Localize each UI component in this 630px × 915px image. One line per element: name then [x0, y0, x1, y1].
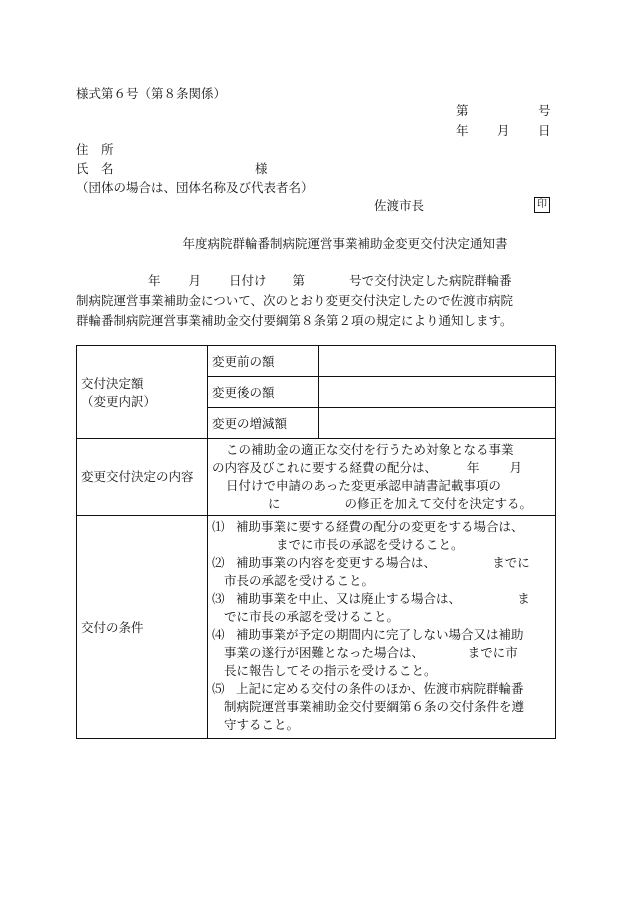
- conditions-label-cell: 交付の条件: [77, 516, 208, 739]
- content-cell: この補助金の適正な交付を行うため対象となる事業 の内容及びこれに要する経費の配分は、 年 月 日付けで申請のあった変更承認申請書記載事項の に の修正を加えて交付を決定する。: [208, 439, 556, 516]
- after-amount-label: 変更後の額: [208, 377, 319, 408]
- seal-icon: 印: [534, 197, 550, 213]
- after-amount-value: [319, 377, 556, 408]
- address-label: 住 所: [76, 142, 114, 157]
- document-title: 年度病院群輪番制病院運営事業補助金変更交付決定通知書: [182, 236, 508, 251]
- condition-item: ⑵ 補助事業の内容を変更する場合は、 までに 市長の承認を受けること。: [212, 555, 530, 588]
- date-day: 日: [538, 123, 551, 138]
- intro-line-3: 群輪番制病院運営事業補助金交付要綱第８条第２項の規定により通知します。: [76, 313, 513, 328]
- honorific: 様: [255, 161, 268, 176]
- conditions-cell: [208, 516, 556, 739]
- group-note: （団体の場合は、団体名称及び代表者名）: [76, 180, 314, 195]
- before-amount-value: [319, 346, 556, 377]
- diff-amount-label: 変更の増減額: [208, 408, 319, 439]
- grant-decision-table: [76, 345, 556, 739]
- doc-number-suffix: 号: [538, 103, 551, 118]
- intro-line-2: 制病院運営事業補助金について、次のとおり変更交付決定したので佐渡市病院: [76, 293, 514, 308]
- condition-item: ⑷ 補助事業が予定の期間内に完了しない場合又は補助 事業の遂行が困難となった場合は、 までに市 長に報告してその指示を受けること。: [212, 627, 524, 678]
- condition-item: ⑸ 上記に定める交付の条件のほか、佐渡市病院群輪番 制病院運営事業補助金交付要綱第６条の交付条件を遵 守すること。: [212, 681, 525, 732]
- before-amount-label: 変更前の額: [208, 346, 319, 377]
- doc-number-prefix: 第: [456, 103, 469, 118]
- content-label-cell: 変更交付決定の内容: [77, 439, 208, 516]
- intro-line-1: 年 月 日付け 第 号で交付決定した病院群輪番: [148, 273, 512, 288]
- condition-item: ⑴ 補助事業に要する経費の配分の変更をする場合は、 までに市長の承認を受けること。: [212, 519, 524, 552]
- form-number: 様式第６号（第８条関係）: [76, 86, 227, 101]
- condition-item: ⑶ 補助事業を中止、又は廃止する場合は、 ま でに市長の承認を受けること。: [212, 591, 530, 624]
- name-label: 氏 名: [76, 161, 114, 176]
- amount-label-cell: 交付決定額 （変更内訳）: [77, 346, 208, 439]
- diff-amount-value: [319, 408, 556, 439]
- date-year: 年: [456, 123, 469, 138]
- issuer-title: 佐渡市長: [374, 198, 425, 213]
- date-month: 月: [497, 123, 510, 138]
